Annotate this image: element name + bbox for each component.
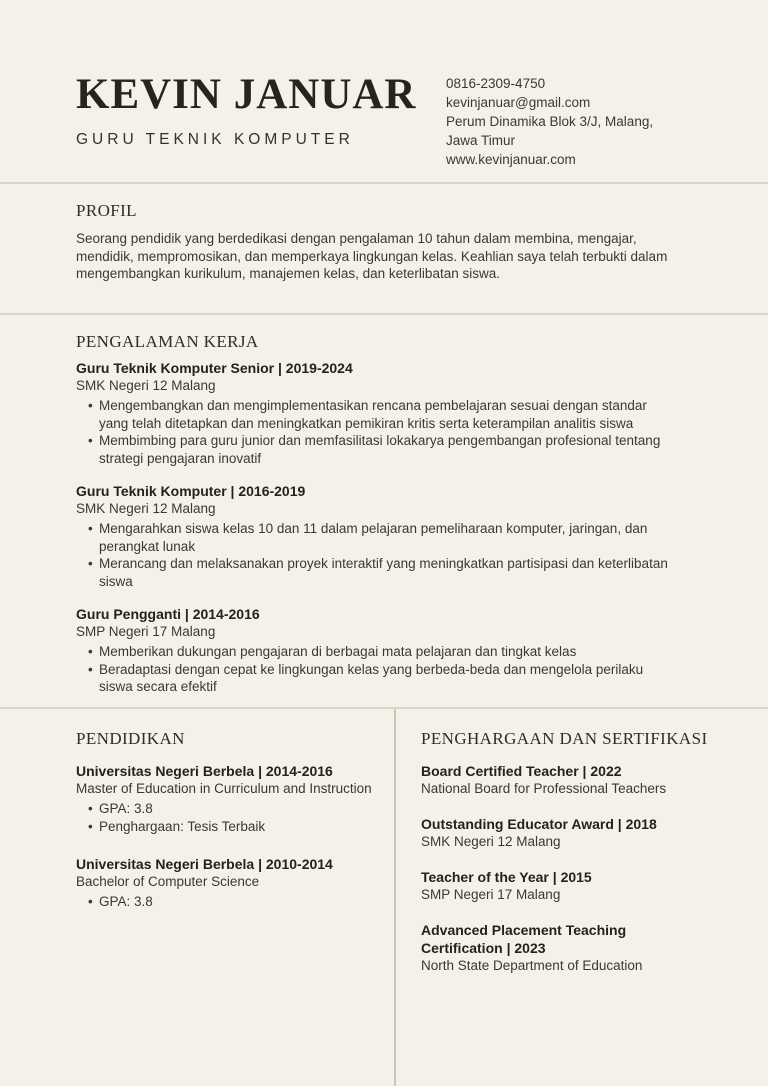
job-entry (76, 359, 698, 467)
job-bullet: • Beradaptasi dengan cepat ke lingkungan kelas yang berbeda-beda dan mengelola perilaku siswa secara efektif (88, 661, 676, 696)
header-identity (76, 73, 416, 182)
award-entry (421, 815, 708, 851)
header (0, 0, 768, 184)
award-org: SMK Negeri 12 Malang (421, 834, 561, 849)
education-bullet: • Penghargaan: Tesis Terbaik (88, 818, 372, 836)
section-education (0, 709, 396, 1086)
job-bullet: • Memberikan dukungan pengajaran di berbagai mata pelajaran dan tingkat kelas (88, 643, 676, 661)
award-entry (421, 762, 708, 798)
contact-address-line-1: Perum Dinamika Blok 3/J, Malang, (446, 114, 654, 129)
job-entry (76, 605, 698, 696)
contact-email: kevinjanuar@gmail.com (446, 95, 591, 110)
education-bullet-list (76, 893, 372, 911)
job-title-dates: Guru Teknik Komputer | 2016-2019 (76, 483, 306, 499)
job-bullet-list (76, 397, 676, 467)
education-bullet: • GPA: 3.8 (88, 800, 372, 818)
contact-info (446, 73, 698, 182)
job-bullet-list (76, 520, 676, 590)
education-entry (76, 855, 372, 911)
job-bullet: • Merancang dan melaksanakan proyek interaktif yang meningkatkan partisipasi dan keterlibatan siswa (88, 555, 676, 590)
job-title-dates: Guru Pengganti | 2014-2016 (76, 606, 260, 622)
section-profil (0, 184, 768, 315)
education-title-dates: Universitas Negeri Berbela | 2014-2016 (76, 763, 333, 779)
education-heading: PENDIDIKAN (76, 729, 185, 748)
award-title-dates: Outstanding Educator Award | 2018 (421, 816, 657, 832)
award-title-dates: Board Certified Teacher | 2022 (421, 763, 622, 779)
profil-text: Seorang pendidik yang berdedikasi dengan pengalaman 10 tahun dalam membina, mengajar, mendidik, mempromosikan, dan memperkaya lingkungan kelas. Keahlian saya telah terbukti dalam mengembangkan kurikulum, manajemen kelas, dan keterlibatan siswa. (76, 231, 668, 281)
bottom-columns (0, 707, 768, 1086)
profil-heading: PROFIL (76, 201, 137, 220)
section-experience (0, 315, 768, 707)
job-bullet: • Membimbing para guru junior dan memfasilitasi lokakarya pengembangan profesional tentang strategi pengajaran inovatif (88, 432, 676, 467)
job-company: SMP Negeri 17 Malang (76, 624, 216, 639)
job-bullet-list (76, 643, 676, 696)
contact-phone: 0816-2309-4750 (446, 76, 546, 91)
award-entry (421, 921, 708, 975)
job-company: SMK Negeri 12 Malang (76, 378, 216, 393)
contact-website: www.kevinjanuar.com (446, 152, 576, 167)
education-degree: Master of Education in Curriculum and Instruction (76, 781, 372, 796)
job-company: SMK Negeri 12 Malang (76, 501, 216, 516)
award-org: North State Department of Education (421, 958, 643, 973)
award-entry (421, 868, 708, 904)
award-title-dates: Advanced Placement Teaching Certification | 2023 (421, 922, 627, 956)
person-job-title: GURU TEKNIK KOMPUTER (76, 131, 354, 148)
award-org: National Board for Professional Teachers (421, 781, 667, 796)
award-title-dates: Teacher of the Year | 2015 (421, 869, 592, 885)
education-title-dates: Universitas Negeri Berbela | 2010-2014 (76, 856, 333, 872)
education-bullet-list (76, 800, 372, 835)
section-awards (396, 709, 768, 1086)
education-entry (76, 762, 372, 835)
contact-address-line-2: Jawa Timur (446, 133, 516, 148)
job-entry (76, 482, 698, 590)
education-degree: Bachelor of Computer Science (76, 874, 260, 889)
job-bullet: • Mengembangkan dan mengimplementasikan rencana pembelajaran sesuai dengan standar yang telah ditetapkan dan meningkatkan pemikiran kritis serta keterampilan analitis siswa (88, 397, 676, 432)
job-title-dates: Guru Teknik Komputer Senior | 2019-2024 (76, 360, 353, 376)
education-bullet: • GPA: 3.8 (88, 893, 372, 911)
experience-heading: PENGALAMAN KERJA (76, 332, 259, 351)
awards-heading: PENGHARGAAN DAN SERTIFIKASI (421, 729, 708, 748)
job-bullet: • Mengarahkan siswa kelas 10 dan 11 dalam pelajaran pemeliharaan komputer, jaringan, dan perangkat lunak (88, 520, 676, 555)
person-name: KEVIN JANUAR (76, 71, 417, 118)
award-org: SMP Negeri 17 Malang (421, 887, 561, 902)
